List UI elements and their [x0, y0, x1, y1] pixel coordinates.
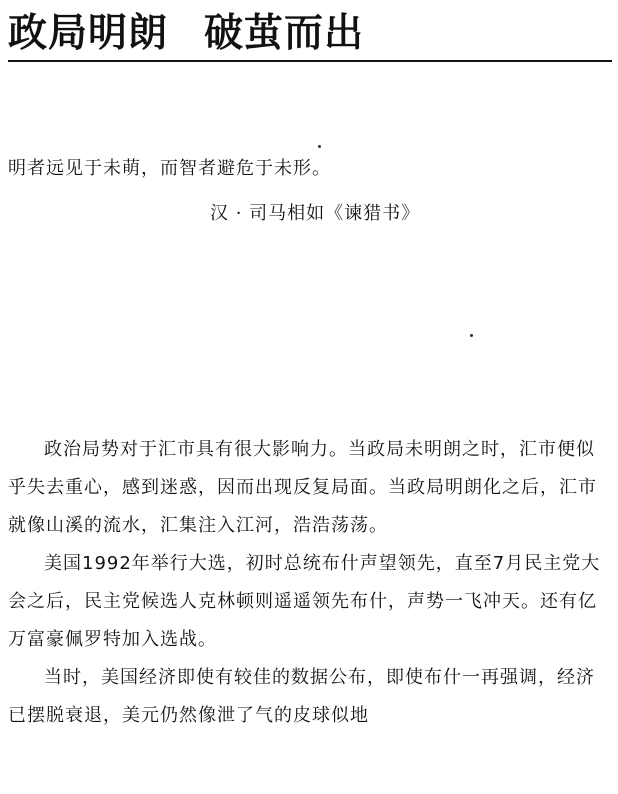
scan-speck — [318, 145, 321, 148]
title-underline — [8, 60, 612, 62]
scan-speck — [470, 334, 473, 337]
chapter-title-left: 政局明朗 — [8, 11, 169, 56]
paragraph: 当时，美国经济即使有较佳的数据公布，即使布什一再强调，经济已摆脱衰退，美元仍然像泄了气的皮球似地 — [8, 667, 595, 726]
epigraph-source: 汉 · 司马相如《谏猎书》 — [210, 203, 421, 224]
chapter-title-right: 破茧而出 — [204, 11, 365, 56]
paragraph: 美国1992年举行大选，初时总统布什声望领先，直至7月民主党大会之后，民主党候选人克林顿则遥遥领先布什，声势一飞冲天。还有亿万富豪佩罗特加入选战。 — [8, 553, 601, 650]
epigraph-quote: 明者远见于未萌，而智者避危于未形。 — [8, 158, 331, 179]
body-text — [8, 431, 608, 735]
paragraph: 政治局势对于汇市具有很大影响力。当政局未明朗之时，汇市便似乎失去重心，感到迷惑，因而出现反复局面。当政局明朗化之后，汇市就像山溪的流水，汇集注入江河，浩浩荡荡。 — [8, 439, 597, 536]
chapter-title — [8, 8, 618, 60]
